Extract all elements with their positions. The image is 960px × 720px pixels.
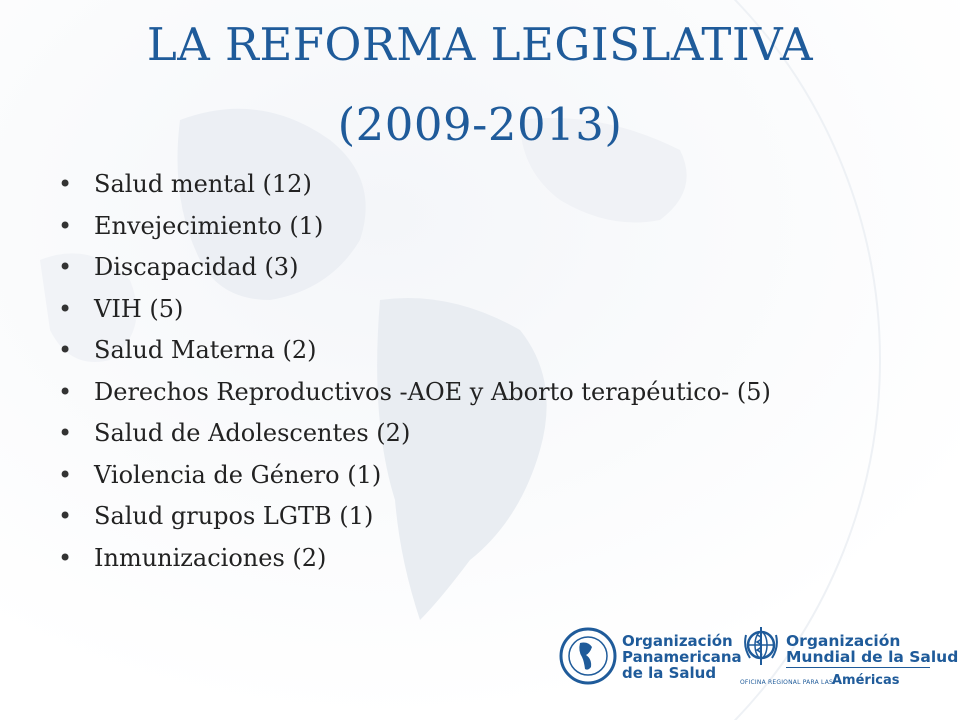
list-item: • Violencia de Género (1): [58, 461, 771, 503]
who-regional-office-label: OFICINA REGIONAL PARA LAS: [740, 679, 834, 686]
list-item: • Envejecimiento (1): [58, 212, 771, 254]
who-name-line-1: Organización: [786, 632, 901, 650]
paho-name-line-1: Organización: [622, 632, 733, 650]
list-item: • VIH (5): [58, 295, 771, 337]
paho-seal-icon: [558, 625, 618, 687]
who-emblem-icon: [740, 625, 782, 671]
who-region-name: Américas: [832, 673, 900, 688]
list-item: • Derechos Reproductivos -AOE y Aborto terapéutico- (5): [58, 378, 771, 420]
list-item: • Inmunizaciones (2): [58, 544, 771, 586]
list-item: • Salud mental (12): [58, 170, 771, 212]
list-item: • Salud Materna (2): [58, 336, 771, 378]
slide-title-line-2: (2009-2013): [337, 98, 623, 151]
who-divider: [786, 667, 930, 668]
who-name-line-2: Mundial de la Salud: [786, 648, 959, 666]
slide-title-line-1: LA REFORMA LEGISLATIVA: [146, 18, 814, 71]
paho-logo: [558, 625, 742, 695]
paho-name-line-3: de la Salud: [622, 664, 717, 682]
paho-name-line-2: Panamericana: [622, 648, 742, 666]
topics-list: [58, 170, 771, 585]
who-logo: [740, 625, 959, 695]
list-item: • Salud de Adolescentes (2): [58, 419, 771, 461]
list-item: • Discapacidad (3): [58, 253, 771, 295]
footer-logos: [558, 625, 959, 700]
list-item: • Salud grupos LGTB (1): [58, 502, 771, 544]
